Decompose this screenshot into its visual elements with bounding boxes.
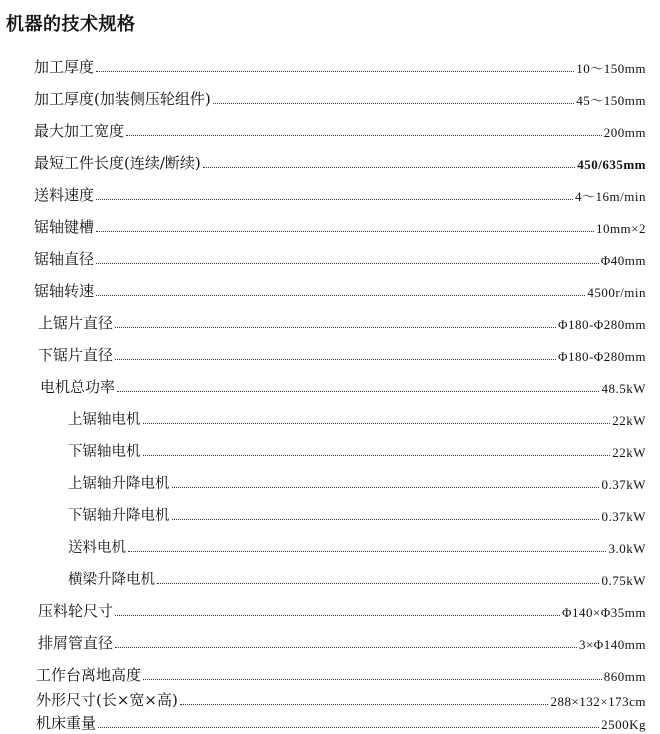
dot-leader — [172, 487, 600, 488]
spec-value: 288×132×173cm — [550, 694, 646, 709]
dot-leader — [96, 295, 585, 296]
dot-leader — [117, 391, 599, 392]
dot-leader — [96, 231, 594, 232]
spec-row-sub — [68, 469, 646, 493]
spec-label: 锯轴直径 — [34, 250, 95, 268]
spec-label: 上锯片直径 — [38, 314, 114, 332]
spec-row-sub — [68, 565, 646, 589]
spec-row-sub — [68, 405, 646, 429]
spec-row — [40, 373, 646, 397]
spec-row — [38, 341, 646, 365]
spec-label: 上锯轴升降电机 — [68, 476, 170, 492]
dot-leader — [115, 327, 556, 328]
spec-value: Φ180-Φ280mm — [557, 317, 646, 332]
spec-row — [36, 661, 646, 685]
dot-leader — [172, 519, 600, 520]
spec-label: 加工厚度(加装侧压轮组件) — [34, 90, 211, 108]
dot-leader — [157, 583, 599, 584]
spec-value: 2500Kg — [601, 717, 646, 732]
spec-value: 48.5kW — [601, 381, 646, 396]
spec-label: 排屑管直径 — [38, 634, 114, 652]
spec-row — [34, 245, 646, 269]
spec-row — [38, 597, 646, 621]
dot-leader — [115, 615, 560, 616]
spec-value: 3.0kW — [608, 541, 646, 556]
spec-row — [34, 213, 646, 237]
spec-row — [38, 309, 646, 333]
spec-row-sub — [68, 437, 646, 461]
spec-label: 锯轴键槽 — [34, 218, 95, 236]
spec-row — [34, 181, 646, 205]
spec-value: 4500r/min — [587, 285, 646, 300]
dot-leader — [96, 199, 573, 200]
dot-leader — [96, 71, 574, 72]
spec-row-sub — [68, 533, 646, 557]
dot-leader — [128, 551, 606, 552]
spec-row — [34, 53, 646, 77]
spec-label: 送料电机 — [68, 540, 126, 556]
spec-label: 机床重量 — [36, 714, 97, 732]
dot-leader — [213, 103, 575, 104]
page-title: 机器的技术规格 — [6, 14, 136, 35]
spec-value: 4～16m/min — [575, 189, 646, 204]
spec-value: 200mm — [603, 125, 646, 140]
spec-row — [34, 149, 646, 173]
spec-label: 横梁升降电机 — [68, 572, 155, 588]
spec-label: 工作台离地高度 — [36, 666, 142, 684]
spec-value: 10mm×2 — [595, 221, 646, 236]
spec-row — [34, 277, 646, 301]
dot-leader — [180, 704, 549, 705]
dot-leader — [143, 455, 611, 456]
spec-value: 860mm — [603, 669, 646, 684]
dot-leader — [143, 679, 602, 680]
spec-value: 22kW — [612, 413, 646, 428]
spec-label: 上锯轴电机 — [68, 412, 141, 428]
spec-value: Φ180-Φ280mm — [557, 349, 646, 364]
dot-leader — [115, 359, 556, 360]
spec-value: Φ140×Φ35mm — [561, 605, 646, 620]
dot-leader — [143, 423, 611, 424]
spec-label: 加工厚度 — [34, 58, 95, 76]
spec-value: 450/635mm — [577, 157, 646, 172]
spec-label: 下锯片直径 — [38, 346, 114, 364]
spec-row — [34, 117, 646, 141]
spec-label: 外形尺寸(长×宽×高) — [36, 691, 178, 709]
dot-leader — [96, 263, 599, 264]
spec-label: 下锯轴升降电机 — [68, 508, 170, 524]
dot-leader — [203, 167, 575, 168]
spec-row — [36, 686, 646, 710]
spec-value: 0.37kW — [601, 477, 646, 492]
spec-value: 10～150mm — [576, 61, 646, 76]
spec-value: 0.37kW — [601, 509, 646, 524]
spec-value: 45～150mm — [576, 93, 646, 108]
spec-row — [34, 85, 646, 109]
spec-row — [38, 629, 646, 653]
spec-value: 3×Φ140mm — [578, 637, 646, 652]
spec-row — [36, 709, 646, 733]
spec-label: 最短工件长度(连续/断续) — [34, 154, 201, 172]
dot-leader — [98, 727, 599, 728]
spec-value: Φ40mm — [600, 253, 646, 268]
spec-label: 送料速度 — [34, 186, 95, 204]
spec-label: 压料轮尺寸 — [38, 602, 114, 620]
spec-label: 最大加工宽度 — [34, 122, 125, 140]
dot-leader — [115, 647, 577, 648]
dot-leader — [126, 135, 602, 136]
spec-label: 电机总功率 — [40, 378, 116, 396]
spec-value: 22kW — [612, 445, 646, 460]
spec-label: 下锯轴电机 — [68, 444, 141, 460]
spec-label: 锯轴转速 — [34, 282, 95, 300]
spec-value: 0.75kW — [601, 573, 646, 588]
spec-row-sub — [68, 501, 646, 525]
